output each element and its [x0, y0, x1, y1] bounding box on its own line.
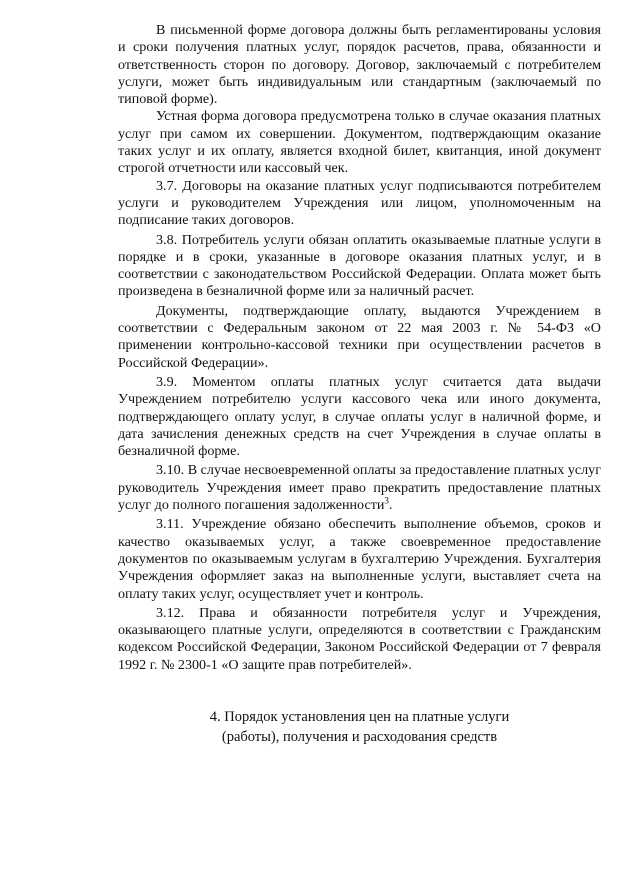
section-4-heading-line2: (работы), получения и расходования средств — [221, 728, 498, 745]
footnote-mark: 3 — [384, 495, 389, 506]
section-4-heading-line1: 4. Порядок установления цен на платные услуги — [209, 708, 510, 725]
paragraph-3-9: 3.9. Моментом оплаты платных услуг считается дата выдачи Учреждением потребителю услуги кассового чека или иного документа, подтверждающего оплату услуг, в случае оплаты услуг в наличной форме, и дата зачисления денежных средств на счет Учреждения в случае оплаты в безналичной форме. — [118, 373, 601, 460]
paragraph-3-12: 3.12. Права и обязанности потребителя услуг и Учреждения, оказывающего платные услуги, определяются в соответствии с Гражданским кодексом Российской Федерации, Законом Российской Федерации от 7 февраля 1992 г. № 2300-1 «О защите прав потребителей». — [118, 604, 601, 673]
section-4-heading — [118, 707, 601, 747]
paragraph-3-10 — [118, 462, 601, 514]
paragraph-3-10-end: . — [388, 497, 393, 514]
paragraph-3-8: 3.8. Потребитель услуги обязан оплатить оказываемые платные услуги в порядке и в сроки, указанные в договоре оказания платных услуг, и в соответствии с законодательством Российской Федерации. Оплата может быть произведена в безналичной форме или за наличный расчет. — [118, 231, 601, 300]
document-page — [118, 22, 601, 747]
paragraph-payment-documents: Документы, подтверждающие оплату, выдаются Учреждением в соответствии с Федеральным законом от 22 мая 2003 г. № 54-ФЗ «О применении контрольно-кассовой техники при осуществлении расчетов в Российской Федерации». — [118, 302, 601, 371]
paragraph-3-11: 3.11. Учреждение обязано обеспечить выполнение объемов, сроков и качество оказываемых услуг, а также своевременное предоставление документов по оказываемым услугам в бухгалтерию Учреждения. Бухгалтерия Учреждения оформляет заказ на выполненные услуги, выставляет счета на оплату таких услуг, осуществляет учет и контроль. — [118, 516, 601, 602]
paragraph-3-10-text: 3.10. В случае несвоевременной оплаты за предоставление платных услуг руководитель Учреждения имеет право прекратить предоставление платных услуг до полного погашения задолженности — [118, 462, 601, 514]
paragraph-oral-contract: Устная форма договора предусмотрена только в случае оказания платных услуг при самом их совершении. Документом, подтверждающим оказание таких услуг и их оплату, является входной билет, квитанция, иной документ строгой отчетности или кассовый чек. — [118, 108, 601, 177]
paragraph-written-contract: В письменной форме договора должны быть регламентированы условия и сроки получения платных услуг, порядок расчетов, права, обязанности и ответственность сторон по договору. Договор, заключаемый с потребителем услуги, может быть индивидуальным или стандартным (заключаемый по типовой форме). — [118, 22, 601, 108]
paragraph-3-7: 3.7. Договоры на оказание платных услуг подписываются потребителем услуги и руководителем Учреждения или лицом, уполномоченным на подписание таких договоров. — [118, 177, 601, 229]
